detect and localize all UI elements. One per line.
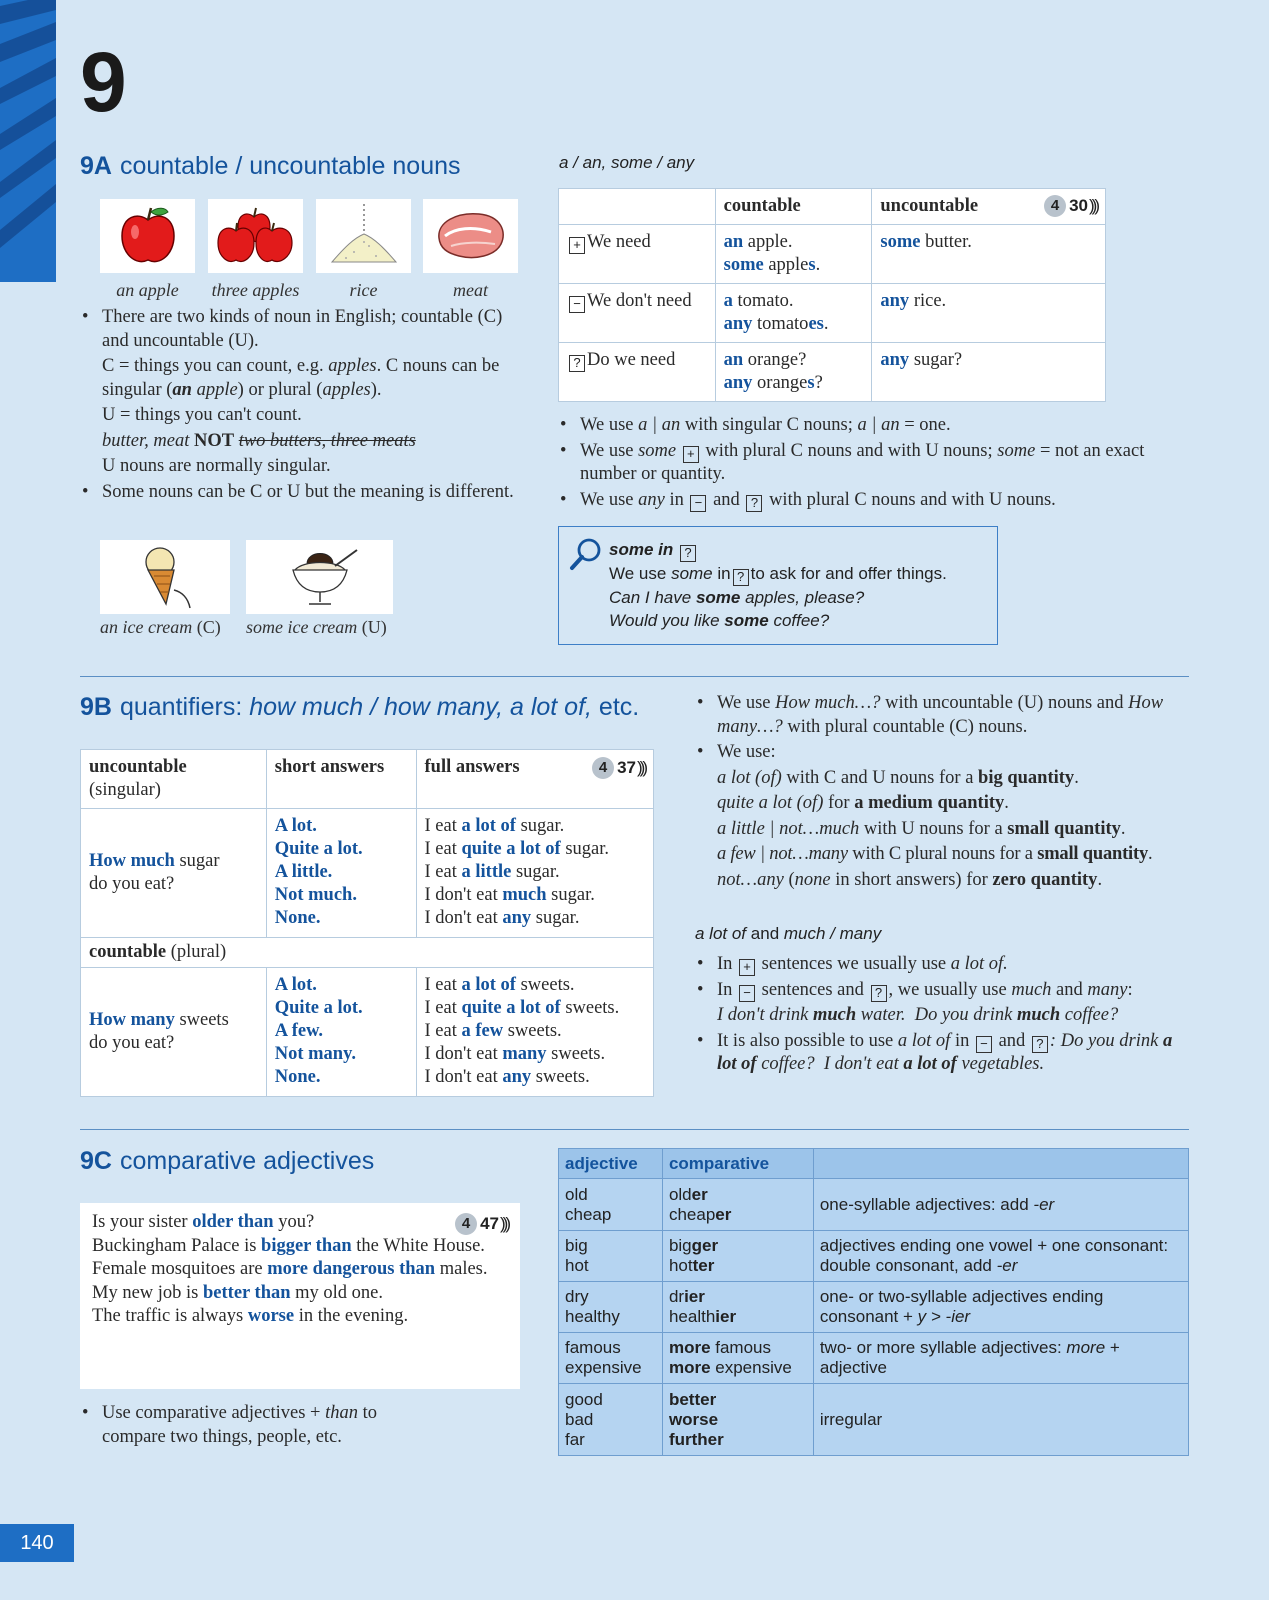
uncountable-cell: any sugar? [872, 343, 1106, 402]
a-an-some-any-table [558, 188, 1106, 402]
table-header-row [559, 189, 1106, 225]
picture-three-apples [208, 199, 303, 273]
countable-cell: an apple. some apples. [715, 225, 872, 284]
uncountable-example: butter, meat NOT two butters, three meats [102, 430, 416, 451]
caption-meat: meat [453, 280, 488, 300]
column-header-adjective: adjective [559, 1149, 663, 1179]
uncountable-definition: U = things you can't count. [102, 405, 302, 425]
example-line: Buckingham Palace is bigger than the White House. [92, 1235, 485, 1256]
ice-cream-cone-icon [130, 542, 200, 612]
some-in-questions-note [558, 526, 998, 645]
table-row [559, 1384, 1189, 1456]
countable-plural-header: countable (plural) [81, 938, 654, 968]
use-line: a few | not…many with C plural nouns for a small quantity. [717, 844, 1153, 864]
list-item: • It is also possible to use a lot of in − and ? : Do you drink a lot of coffee? I don't eat a lot of vegetables. [695, 1030, 1195, 1077]
a-lot-of-notes [695, 953, 1195, 1077]
caption-some-ice-cream: some ice cream (U) [246, 617, 387, 637]
column-header-countable: countable [715, 189, 872, 225]
picture-apple [100, 199, 195, 273]
full-answers-cell: I eat a lot of sugar. I eat quite a lot of sugar. I eat a little sugar. I don't eat much sugar. I don't eat any sugar. [416, 809, 653, 938]
column-header-uncountable: uncountable (singular) [81, 750, 267, 809]
audio-track-badge[interactable]: 4 47 ))) [455, 1213, 508, 1235]
comparative-cell: better worse further [662, 1384, 813, 1456]
minus-sign-icon: − [690, 495, 706, 512]
minus-sign-icon: − [569, 296, 585, 313]
section-divider [80, 676, 1189, 677]
meat-icon [431, 208, 511, 264]
example-line: Female mosquitoes are more dangerous than males. [92, 1259, 488, 1279]
row-label: ? Do we need [559, 343, 716, 402]
question-mark-icon: ? [746, 495, 762, 512]
plus-sign-icon: + [569, 237, 585, 254]
example-line: I don't drink much water. Do you drink much coffee? [717, 1005, 1119, 1025]
note-line: We use some in ? to ask for and offer things. [609, 564, 947, 584]
section-9a-title [80, 152, 461, 181]
list-item: • We use How much…? with uncountable (U) nouns and How many…? with plural countable (C) nouns. [695, 692, 1195, 739]
picture-rice [316, 199, 411, 273]
use-line: a little | not…much with U nouns for a small quantity. [717, 818, 1126, 839]
note-example: Can I have some apples, please? [609, 588, 865, 607]
question-mark-icon: ? [569, 355, 585, 372]
sunburst-decoration-icon [0, 0, 56, 282]
uncountable-cell: some butter. [872, 225, 1106, 284]
table-row [559, 284, 1106, 343]
section-number: 9C [80, 1147, 112, 1175]
adjective-cell: famous expensive [559, 1333, 663, 1384]
audio-track-badge[interactable]: 4 30 ))) [1044, 195, 1097, 217]
list-item: • We use: a lot (of) with C and U nouns for a big quantity. quite a lot (of) for a medium quantity. a little | not…much with U nouns for a small quantity. a few | not…many with C plural nouns for a small quantity. not…any (none in short answers) for zero quantity. [695, 741, 1195, 892]
section-9a-notes [80, 306, 520, 504]
adjective-cell: old cheap [559, 1179, 663, 1231]
rule-cell: adjectives ending one vowel + one consonant: double consonant, add -er [813, 1231, 1188, 1282]
audio-waves-icon: ))) [1089, 196, 1097, 215]
question-cell: How much sugar do you eat? [81, 809, 267, 938]
table-header-row [559, 1149, 1189, 1179]
table-subheader-row [81, 938, 654, 968]
comparative-notes [80, 1402, 440, 1449]
ice-cream-bowl-icon [277, 544, 363, 610]
table-row [559, 225, 1106, 284]
comparative-cell: more famous more expensive [662, 1333, 813, 1384]
example-line: My new job is better than my old one. [92, 1282, 384, 1303]
comparative-cell: older cheaper [662, 1179, 813, 1231]
a-lot-of-much-many-heading: a lot of and much / many [695, 924, 882, 943]
plus-sign-icon: + [739, 959, 755, 976]
countable-cell: a tomato. any tomatoes. [715, 284, 872, 343]
audio-track-badge[interactable]: 4 37 ))) [592, 756, 645, 779]
list-item: • In − sentences and ? , we usually use much and many: I don't drink much water. Do you drink much coffee? [695, 979, 1195, 1028]
use-line: not…any (none in short answers) for zero quantity. [717, 869, 1103, 890]
short-answers-cell: A lot. Quite a lot. A little. Not much. None. [266, 809, 416, 938]
rule-cell: one- or two-syllable adjectives ending consonant + y > -ier [813, 1282, 1188, 1333]
question-mark-icon: ? [733, 569, 749, 586]
caption-three-apples: three apples [211, 280, 300, 300]
short-answers-cell: A lot. Quite a lot. A few. Not many. None. [266, 968, 416, 1097]
minus-sign-icon: − [739, 985, 755, 1002]
quantifiers-notes [695, 692, 1195, 892]
table-header-row [81, 750, 654, 809]
column-header-short-answers: short answers [266, 750, 416, 809]
uncountable-cell: any rice. [872, 284, 1106, 343]
examples-text [92, 1211, 488, 1329]
unit-color-bar [0, 0, 56, 282]
table-row [81, 968, 654, 1097]
comparative-adjectives-table [558, 1148, 1189, 1456]
question-mark-icon: ? [1032, 1036, 1048, 1053]
countable-definition: C = things you can count, e.g. apples. C nouns can be singular (an apple) or plural (apples). [102, 356, 500, 400]
table-row [559, 1231, 1189, 1282]
quantifiers-table [80, 749, 654, 1097]
comparative-cell: bigger hotter [662, 1231, 813, 1282]
list-item: • Some nouns can be C or U but the meaning is different. [80, 481, 520, 505]
table-row [81, 809, 654, 938]
table-row [559, 1282, 1189, 1333]
caption-an-ice-cream: an ice cream (C) [100, 617, 221, 637]
plus-sign-icon: + [683, 446, 699, 463]
section-number: 9A [80, 152, 112, 180]
question-cell: How many sweets do you eat? [81, 968, 267, 1097]
question-mark-icon: ? [871, 985, 887, 1002]
list-item: • We use some + with plural C nouns and with U nouns; some = not an exact number or quantity. [558, 440, 1158, 487]
picture-ice-cream-bowl [246, 540, 393, 614]
column-header-rule [813, 1149, 1188, 1179]
table-row [559, 343, 1106, 402]
note-example: Would you like some coffee? [609, 611, 830, 630]
use-line: a lot (of) with C and U nouns for a big quantity. [717, 767, 1079, 788]
magnifying-glass-icon [569, 537, 603, 571]
audio-waves-icon: ))) [500, 1214, 508, 1233]
column-header-uncountable: uncountable 4 30 ))) [872, 189, 1106, 225]
note-title: some in ? [609, 538, 947, 562]
caption-rice: rice [349, 280, 378, 300]
section-9c-title: 9C comparative adjectives [80, 1147, 375, 1175]
adjective-cell: dry healthy [559, 1282, 663, 1333]
picture-meat [423, 199, 518, 273]
example-line: Is your sister older than you? [92, 1212, 315, 1232]
list-item: • There are two kinds of noun in English; countable (C) and uncountable (U). C = things you can count, e.g. apples. C nouns can be singular (an apple) or plural (apples). U = things you can't count. butter, meat NOT two butters, three meats U nouns are normally singular. [80, 306, 520, 479]
full-answers-cell: I eat a lot of sweets. I eat quite a lot of sweets. I eat a few sweets. I don't eat many sweets. I don't eat any sweets. [416, 968, 653, 1097]
comparative-cell: drier healthier [662, 1282, 813, 1333]
list-item: • In + sentences we usually use a lot of. [695, 953, 1195, 977]
unit-number: 9 [80, 35, 127, 129]
rule-cell: irregular [813, 1384, 1188, 1456]
list-item: • Use comparative adjectives + than to compare two things, people, etc. [80, 1402, 440, 1449]
table-row [559, 1333, 1189, 1384]
example-line: The traffic is always worse in the evening. [92, 1306, 409, 1326]
section-9b-title: 9B quantifiers: how much / how many, a lot of, etc. [80, 693, 640, 721]
page-number: 140 [0, 1524, 74, 1562]
row-label: + We need [559, 225, 716, 284]
row-label: − We don't need [559, 284, 716, 343]
column-header-comparative: comparative [662, 1149, 813, 1179]
empty-header-cell [559, 189, 716, 225]
a-an-some-any-notes [558, 414, 1158, 512]
caption-an-apple: an apple [116, 280, 179, 300]
three-apples-icon [214, 205, 298, 267]
note-text [609, 538, 947, 632]
list-item: • We use any in − and ? with plural C nouns and with U nouns. [558, 489, 1158, 513]
question-mark-icon: ? [680, 545, 696, 562]
section-number: 9B [80, 693, 112, 721]
list-item: • We use a | an with singular C nouns; a | an = one. [558, 414, 1158, 438]
table-row [559, 1179, 1189, 1231]
audio-waves-icon: ))) [637, 758, 645, 777]
minus-sign-icon: − [976, 1036, 992, 1053]
rule-cell: one-syllable adjectives: add -er [813, 1179, 1188, 1231]
use-line: quite a lot (of) for a medium quantity. [717, 793, 1009, 813]
adjective-cell: big hot [559, 1231, 663, 1282]
column-header-full-answers: full answers 4 37 ))) [416, 750, 653, 809]
uncountable-singular-note: U nouns are normally singular. [102, 456, 331, 476]
section-divider [80, 1129, 1189, 1130]
comparative-examples-box [80, 1203, 520, 1389]
countable-cell: an orange? any oranges? [715, 343, 872, 402]
section-title-text: countable / uncountable nouns [119, 152, 461, 180]
apple-icon [118, 204, 178, 268]
rice-icon [324, 202, 404, 270]
a-an-some-any-heading: a / an, some / any [559, 153, 695, 172]
rule-cell: two- or more syllable adjectives: more + adjective [813, 1333, 1188, 1384]
picture-ice-cream-cone [100, 540, 230, 614]
adjective-cell: good bad far [559, 1384, 663, 1456]
